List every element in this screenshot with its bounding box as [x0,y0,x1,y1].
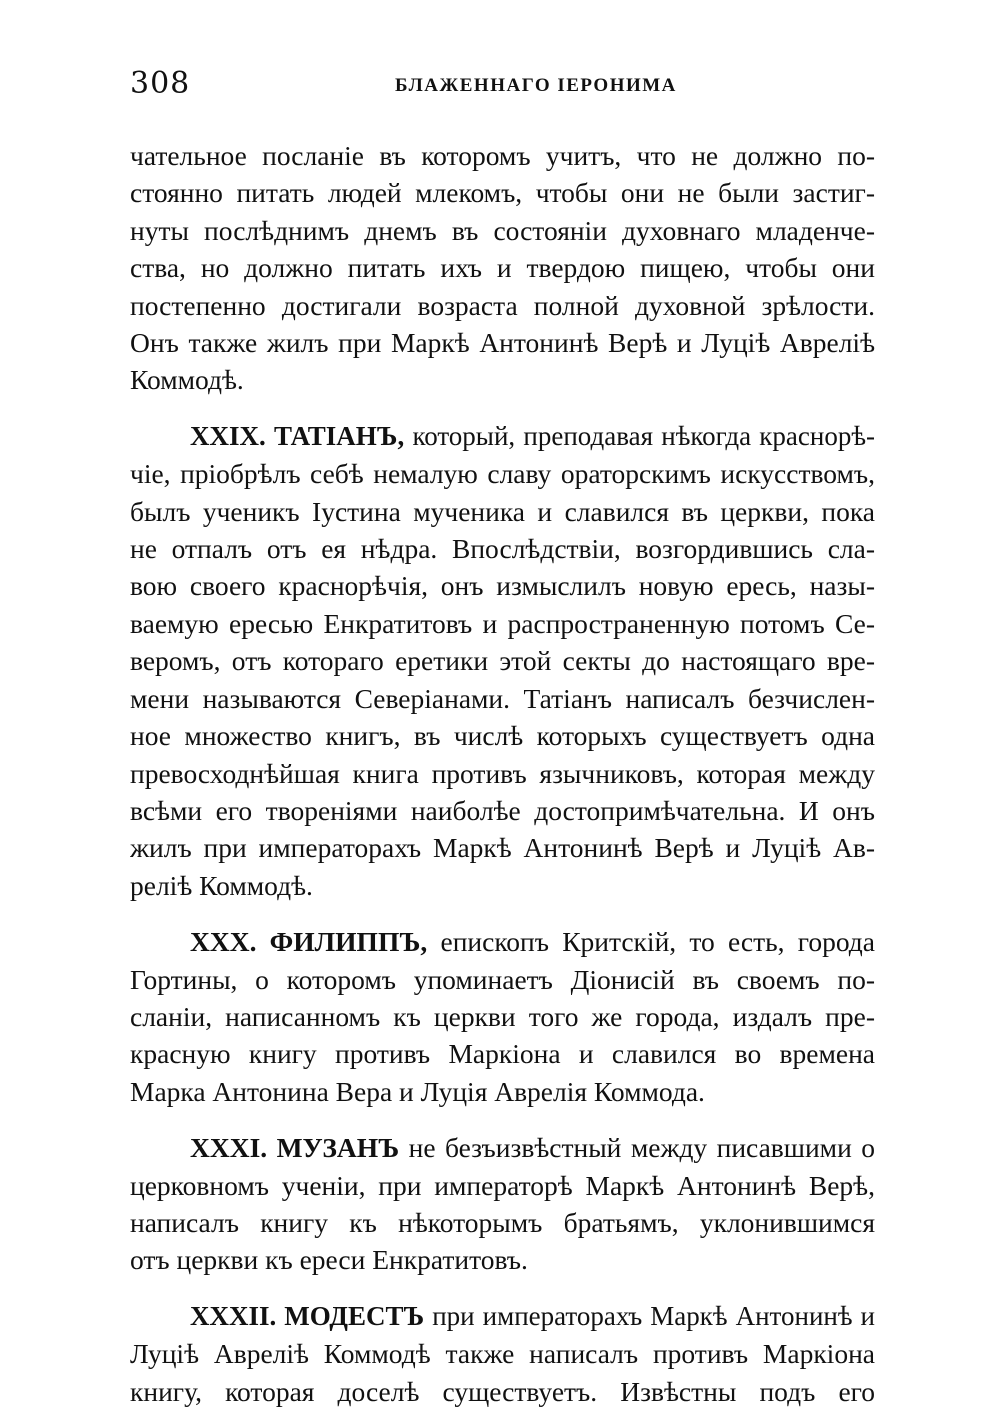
text-line: нуты послѣднимъ днемъ въ состояніи духовнаго младенче- [130,214,875,246]
text-line-first [130,418,875,455]
text-line: Луціѣ Авреліѣ Коммодѣ также написалъ противъ Маркіона [130,1338,875,1370]
section-heading: XXXII. МОДЕСТЪ [190,1300,425,1331]
text-line: стоянно питать людей млекомъ, чтобы они не были застиг- [130,177,875,209]
text-line: ства, но должно питать ихъ и твердою пищею, чтобы они [130,252,875,284]
text-line: Коммодѣ. [130,364,244,396]
running-title: БЛАЖЕННАГО ІЕРОНИМА [395,75,677,96]
paragraph-modest [130,1298,875,1410]
text-line: чіе, пріобрѣлъ себѣ немалую славу ораторскимъ искусствомъ, [130,458,875,490]
text-line: ваемую ересью Енкратитовъ и распространенную потомъ Се- [130,607,875,639]
text-line: ное множество книгъ, въ числѣ которыхъ существуетъ одна [130,720,875,752]
paragraph-muzan [130,1129,875,1279]
section-heading: XXIX. ТАТІАНЪ, [190,420,405,451]
text-run: не безъизвѣстный между писавшими о [399,1132,875,1164]
text-line: церковномъ ученіи, при императорѣ Маркѣ Антонинѣ Верѣ, [130,1169,875,1201]
text-line: Гортины, о которомъ упоминаетъ Діонисій въ своемъ по- [130,963,875,995]
text-line: отъ церкви къ ереси Енкратитовъ. [130,1244,528,1276]
text-line: мени называются Северіанами. Татіанъ написалъ безчислен- [130,682,875,714]
text-line-first [130,923,875,960]
body-text [130,137,875,1410]
paragraph-continuation [130,137,875,399]
text-line: реліѣ Коммодѣ. [130,869,313,901]
text-line: красную книгу противъ Маркіона и славился во времена [130,1038,875,1070]
running-head [130,62,875,106]
text-line: не отпалъ отъ ея нѣдра. Впослѣдствіи, возгордившись сла- [130,533,875,565]
text-line: веромъ, отъ котораго еретики этой секты до настоящаго вре- [130,645,875,677]
text-line: превосходнѣйшая книга противъ язычниковъ, которая между [130,757,875,789]
text-line: былъ ученикъ Іустина мученика и славился въ церкви, пока [130,495,875,527]
paragraph-philip [130,923,875,1110]
section-heading: XXX. ФИЛИППЪ, [190,926,428,958]
text-line: вою своего краснорѣчія, онъ измыслилъ новую ересь, назы- [130,570,875,602]
text-run: при императорахъ Маркѣ Антонинѣ и [424,1300,875,1331]
text-line: чательное посланіе въ которомъ учитъ, что не должно по- [130,140,875,171]
text-line-first [130,1129,875,1166]
paragraph-tatian [130,418,875,904]
text-line-first [130,1298,875,1335]
text-line: Марка Антонина Вера и Луція Аврелія Коммода. [130,1075,705,1107]
text-run: который, преподавая нѣкогда краснорѣ- [404,420,875,451]
section-heading: XXXI. МУЗАНЪ [190,1132,400,1164]
page-number: 308 [130,66,191,101]
text-line: всѣми его твореніями наиболѣе достопримѣчательна. И онъ [130,794,875,826]
text-run: епископъ Критскій, то есть, города [427,926,875,958]
text-line: книгу, которая доселѣ существуетъ. Извѣстны подъ его [130,1375,875,1407]
text-line: Онъ также жилъ при Маркѣ Антонинѣ Верѣ и Луціѣ Авреліѣ [130,327,875,359]
text-line: постепенно достигали возраста полной духовной зрѣлости. [130,289,875,321]
text-line: написалъ книгу къ нѣкоторымъ братьямъ, уклонившимся [130,1206,875,1238]
text-line: жилъ при императорахъ Маркѣ Антонинѣ Верѣ и Луціѣ Ав- [130,832,875,864]
text-line: сланіи, написанномъ къ церкви того же города, издалъ пре- [130,1000,875,1032]
